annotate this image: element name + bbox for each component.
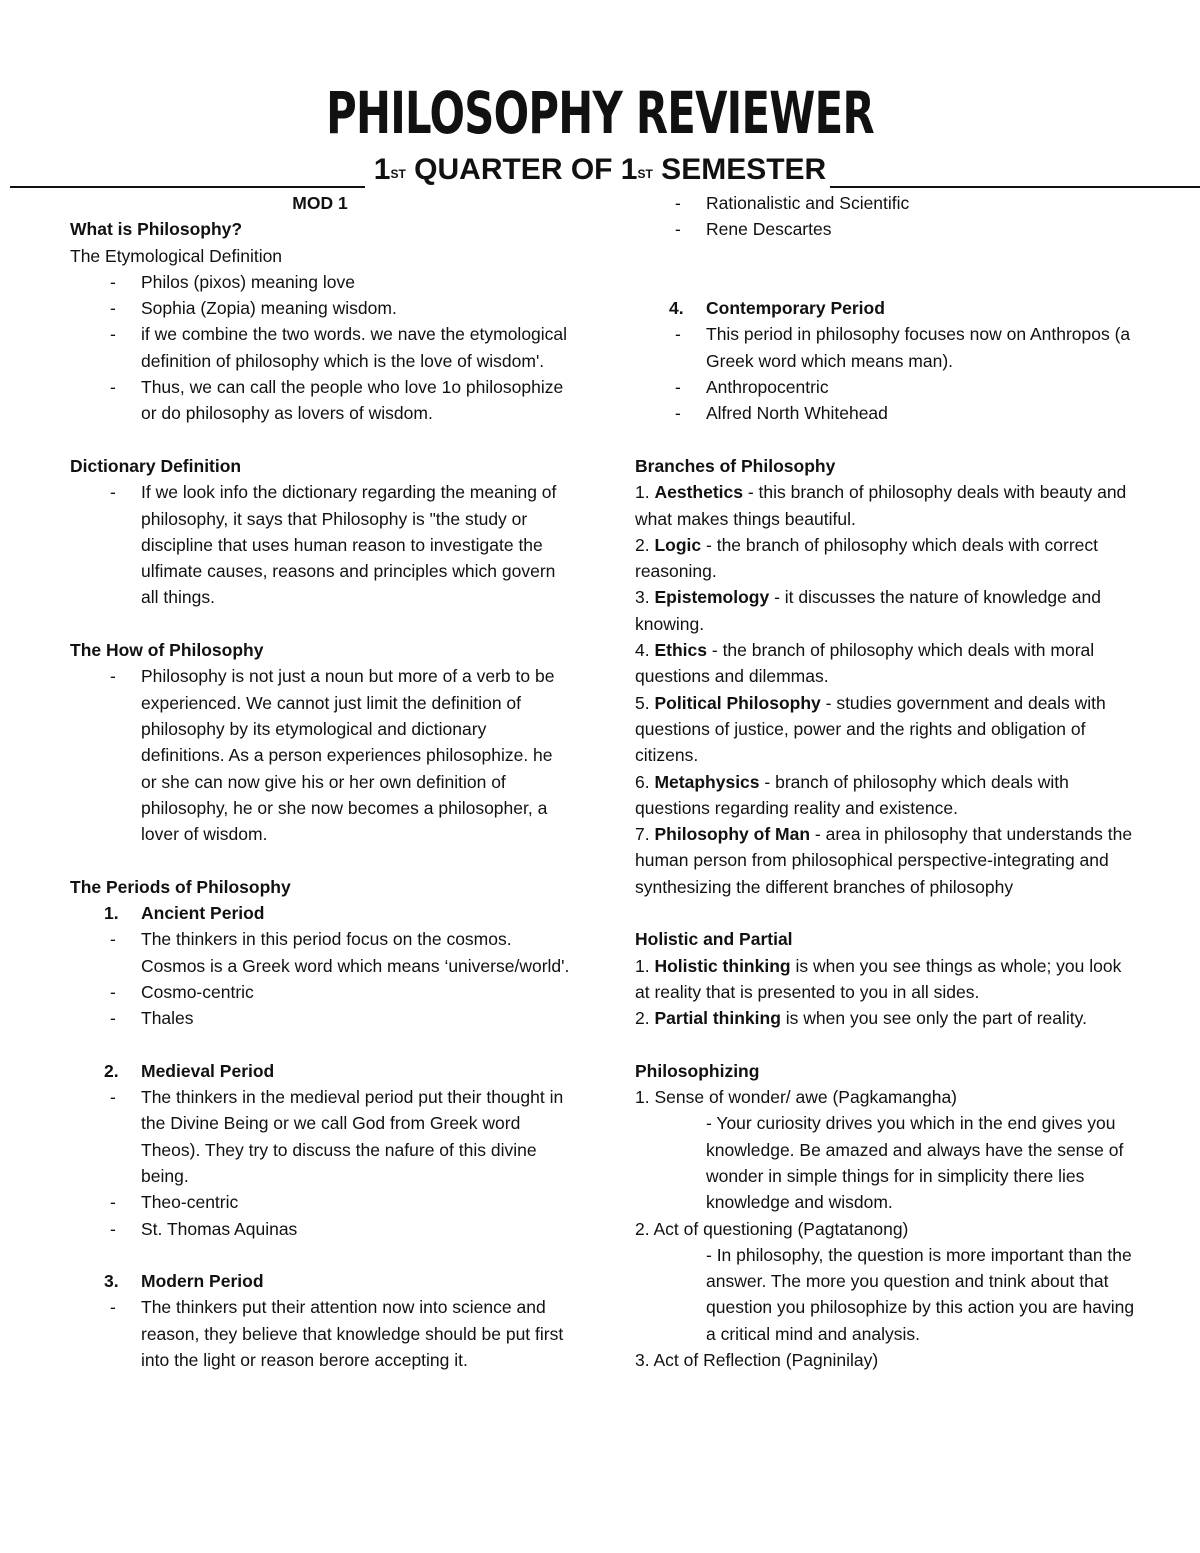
branch-item	[635, 637, 1135, 690]
period-title: Contemporary Period	[706, 298, 885, 319]
branch-term: Ethics	[654, 640, 708, 661]
branch-number: 1.	[635, 482, 650, 503]
period-number: 1.	[104, 903, 119, 924]
branch-item	[635, 479, 1135, 532]
list-item: - The thinkers in the medieval period put their thought in the Divine Being or we call God from Greek word Theos). They try to discuss the nafure of this divine being.	[70, 1084, 570, 1189]
period-heading-contemporary	[635, 295, 1135, 321]
period-title: Ancient Period	[141, 903, 265, 924]
branch-number: 3.	[635, 587, 650, 608]
thinking-item	[635, 1005, 1135, 1031]
right-column	[635, 190, 1135, 1373]
philosophizing-item-title: 1. Sense of wonder/ awe (Pagkamangha)	[635, 1087, 957, 1108]
list-item: - If we look info the dictionary regarding the meaning of philosophy, it says that Philosophy is "the study or discipline that uses human reason to investigate the ulfimate causes, reasons and principles which govern all things.	[70, 479, 570, 610]
section-heading-what-is-philosophy: What is Philosophy?	[70, 219, 243, 240]
list-item: - Rationalistic and Scientific	[635, 190, 1135, 216]
period-heading-modern	[70, 1268, 570, 1294]
list-item: - Sophia (Zopia) meaning wisdom.	[70, 295, 570, 321]
section-heading-periods: The Periods of Philosophy	[70, 876, 291, 897]
list-item: - Cosmo-centric	[70, 979, 570, 1005]
branch-text: - the branch of philosophy which deals with moral questions and dilemmas.	[635, 640, 1095, 687]
branch-text: - this branch of philosophy deals with beauty and what makes things beautiful.	[635, 482, 1127, 529]
document-subtitle	[0, 150, 1200, 190]
period-heading-ancient	[70, 900, 570, 926]
thinking-number: 1.	[635, 955, 650, 976]
subtitle-part: SEMESTER	[652, 153, 827, 186]
section-heading-holistic-partial: Holistic and Partial	[635, 929, 793, 950]
how-list	[70, 663, 570, 847]
branch-item	[635, 532, 1135, 585]
list-item: - This period in philosophy focuses now on Anthropos (a Greek word which means man).	[635, 321, 1135, 374]
branch-term: Political Philosophy	[654, 692, 821, 713]
branch-number: 4.	[635, 640, 650, 661]
list-item: - St. Thomas Aquinas	[70, 1216, 570, 1242]
document-title: PHILOSOPHY REVIEWER	[326, 79, 874, 147]
branch-text: - it discusses the nature of knowledge and knowing.	[635, 587, 1101, 634]
subtitle-superscript: ST	[390, 167, 406, 181]
list-item: - Alfred North Whitehead	[635, 400, 1135, 426]
list-item: - Philosophy is not just a noun but more of a verb to be experienced. We cannot just limit the definition of philosophy by its etymological and dictionary definitions. As a person experiences philosophize. he or she can now give his or her own definition of philosophy, he or she now becomes a philosopher, a lover of wisdom.	[70, 663, 570, 847]
thinking-number: 2.	[635, 1008, 650, 1029]
branch-item	[635, 584, 1135, 637]
branch-item	[635, 769, 1135, 822]
section-heading-philosophizing: Philosophizing	[635, 1060, 760, 1081]
list-item: - Theo-centric	[70, 1189, 570, 1215]
philosophizing-item-text: - In philosophy, the question is more important than the answer. The more you question and tnink about that question you philosophize by this action you are having a critical mind and analysis.	[706, 1244, 1135, 1344]
header-rule-left	[10, 186, 365, 188]
branch-number: 5.	[635, 692, 650, 713]
thinking-text: is when you see only the part of reality.	[780, 1008, 1087, 1029]
list-item: - Thales	[70, 1005, 570, 1031]
branch-term: Logic	[654, 534, 702, 555]
period-heading-medieval	[70, 1058, 570, 1084]
thinking-text: is when you see things as whole; you look at reality that is presented to you in all sides.	[635, 955, 1122, 1002]
list-item: - The thinkers in this period focus on the cosmos. Cosmos is a Greek word which means ‘universe/world'.	[70, 926, 570, 979]
branch-item	[635, 821, 1135, 900]
left-column	[70, 190, 570, 1373]
subtitle-superscript: ST	[637, 167, 653, 181]
branch-term: Epistemology	[654, 587, 770, 608]
branch-number: 7.	[635, 824, 650, 845]
period-number: 2.	[104, 1060, 119, 1081]
subtitle-part: QUARTER OF 1	[405, 153, 638, 186]
list-item: - The thinkers put their attention now into science and reason, they believe that knowledge should be put first into the light or reason berore accepting it.	[70, 1294, 570, 1373]
period-title: Medieval Period	[141, 1060, 275, 1081]
philosophizing-item-text: - Your curiosity drives you which in the end gives you knowledge. Be amazed and always have the sense of wonder in simple things for in simplicity there lies knowledge and wisdom.	[706, 1113, 1124, 1213]
list-item: - Thus, we can call the people who love 1o philosophize or do philosophy as lovers of wisdom.	[70, 374, 570, 427]
branch-text: - the branch of philosophy which deals with correct reasoning.	[635, 534, 1099, 582]
list-item: - Philos (pixos) meaning love	[70, 269, 570, 295]
header-rule-right	[830, 186, 1200, 188]
subheading-etymological-definition: The Etymological Definition	[70, 245, 283, 266]
branch-item	[635, 690, 1135, 769]
list-item: - Rene Descartes	[635, 216, 1135, 242]
medieval-list	[70, 1084, 570, 1242]
section-heading-branches: Branches of Philosophy	[635, 455, 836, 476]
philosophizing-item-title: 3. Act of Reflection (Pagninilay)	[635, 1350, 879, 1371]
branch-text: - branch of philosophy which deals with questions regarding reality and existence.	[635, 771, 1069, 818]
subtitle-part: 1	[373, 153, 391, 186]
branch-number: 6.	[635, 771, 650, 792]
branch-text: - area in philosophy that understands the human person from philosophical perspective-integrating and synthesizing the different branches of philosophy	[635, 824, 1133, 897]
modern-list	[70, 1294, 570, 1373]
thinking-term: Partial thinking	[654, 1008, 781, 1029]
contemporary-list	[635, 321, 1135, 426]
list-item: - if we combine the two words. we nave the etymological definition of philosophy which is the love of wisdom'.	[70, 321, 570, 374]
philosophizing-item-title: 2. Act of questioning (Pagtatanong)	[635, 1218, 909, 1239]
branch-term: Metaphysics	[654, 771, 760, 792]
list-item: - Anthropocentric	[635, 374, 1135, 400]
branch-term: Philosophy of Man	[654, 824, 811, 845]
dictionary-list	[70, 479, 570, 610]
ancient-list	[70, 926, 570, 1031]
modern-continued-list	[635, 190, 1135, 243]
period-number: 4.	[669, 298, 684, 319]
section-heading-dictionary-definition: Dictionary Definition	[70, 455, 242, 476]
branch-text: - studies government and deals with questions of justice, power and the rights and obligation of citizens.	[635, 692, 1106, 766]
module-label: MOD 1	[292, 193, 348, 213]
section-heading-how-of-philosophy: The How of Philosophy	[70, 640, 264, 661]
period-number: 3.	[104, 1271, 119, 1292]
branch-term: Aesthetics	[654, 482, 743, 503]
thinking-term: Holistic thinking	[654, 955, 791, 976]
period-title: Modern Period	[141, 1271, 264, 1292]
branch-number: 2.	[635, 534, 650, 555]
etymological-list	[70, 269, 570, 427]
thinking-item	[635, 953, 1135, 1006]
